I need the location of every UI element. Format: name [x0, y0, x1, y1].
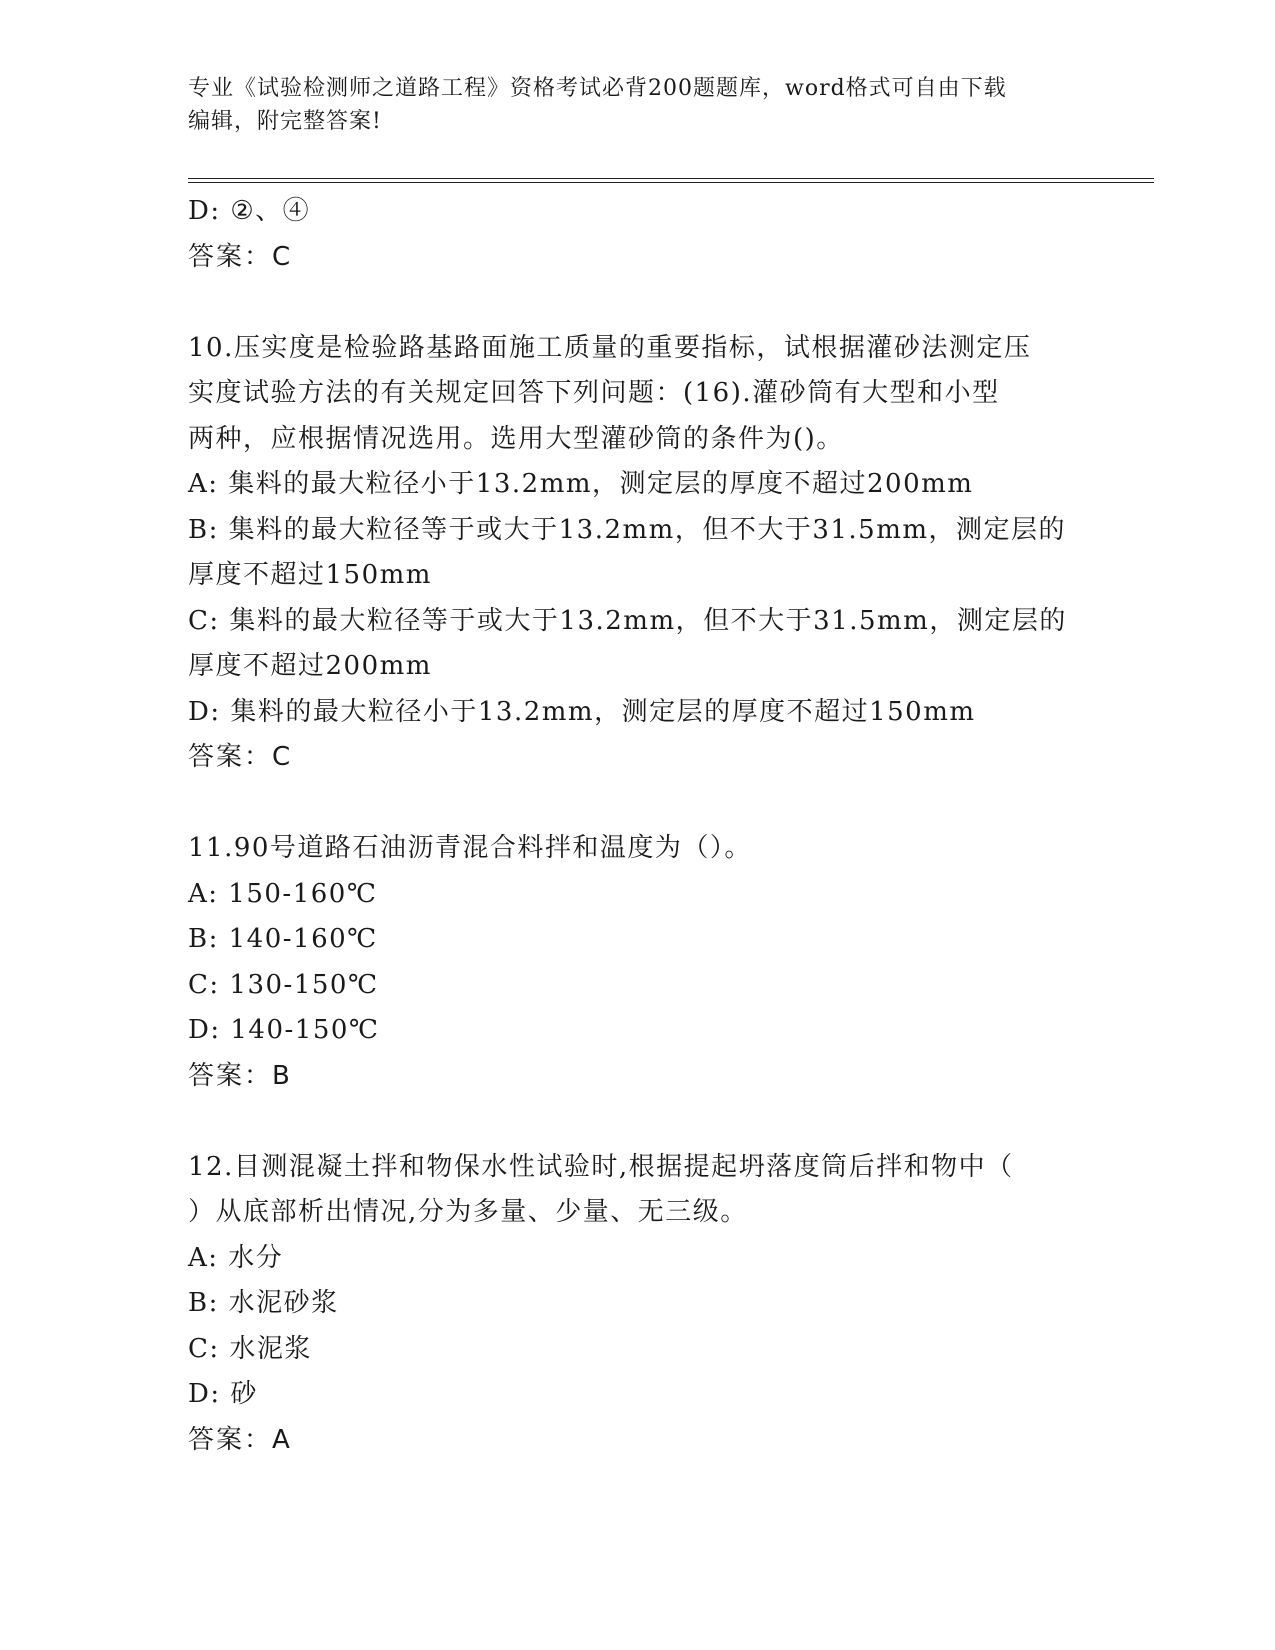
option-c: C: 水泥浆 — [188, 1333, 312, 1364]
spacer — [188, 1099, 1088, 1145]
answer: 答案：C — [188, 742, 293, 772]
option-d: D: 140-150℃ — [188, 1015, 380, 1045]
question-stem-line: 两种，应根据情况选用。选用大型灌砂筒的条件为()。 — [188, 423, 844, 454]
option-c: C: 130-150℃ — [188, 969, 379, 1000]
question-stem-line: 11.90号道路石油沥青混合料拌和温度为（）。 — [188, 833, 752, 863]
question-stem-line: 10.压实度是检验路基路面施工质量的重要指标，试根据灌砂法测定压 — [188, 332, 1032, 363]
option-d: D: ②、④ — [188, 196, 311, 226]
option-c-continued: 厚度不超过200mm — [188, 651, 432, 681]
spacer — [188, 781, 1088, 827]
header-line: 专业《试验检测师之道路工程》资格考试必背200题题库，word格式可自由下载 — [188, 76, 1007, 101]
option-a: A: 集料的最大粒径小于13.2mm，测定层的厚度不超过200mm — [188, 469, 974, 499]
question-content — [188, 189, 1088, 1463]
option-b-continued: 厚度不超过150mm — [188, 560, 432, 590]
answer: 答案：B — [188, 1060, 292, 1091]
answer: 答案：A — [188, 1424, 292, 1455]
header-divider — [188, 182, 1154, 183]
header-line: 编辑，附完整答案! — [188, 109, 382, 134]
question-stem-line: 实度试验方法的有关规定回答下列问题：(16).灌砂筒有大型和小型 — [188, 378, 1000, 408]
option-a: A: 水分 — [188, 1242, 284, 1273]
header-divider — [188, 178, 1154, 179]
option-c: C: 集料的最大粒径等于或大于13.2mm，但不大于31.5mm，测定层的 — [188, 605, 1067, 636]
question-11 — [188, 826, 1088, 1099]
page-header — [188, 72, 1068, 138]
spacer — [188, 280, 1088, 326]
answer: 答案：C — [188, 241, 293, 272]
question-12 — [188, 1145, 1088, 1464]
question-stem-line: ）从底部析出情况,分为多量、少量、无三级。 — [188, 1197, 748, 1227]
option-b: B: 140-160℃ — [188, 924, 378, 954]
question-stem-line: 12.目测混凝土拌和物保水性试验时,根据提起坍落度筒后拌和物中（ — [188, 1151, 1014, 1182]
option-b: B: 集料的最大粒径等于或大于13.2mm，但不大于31.5mm，测定层的 — [188, 514, 1067, 545]
option-a: A: 150-160℃ — [188, 878, 378, 909]
question-10 — [188, 326, 1088, 781]
option-d: D: 砂 — [188, 1379, 258, 1409]
option-b: B: 水泥砂浆 — [188, 1288, 339, 1318]
option-d: D: 集料的最大粒径小于13.2mm，测定层的厚度不超过150mm — [188, 696, 976, 727]
